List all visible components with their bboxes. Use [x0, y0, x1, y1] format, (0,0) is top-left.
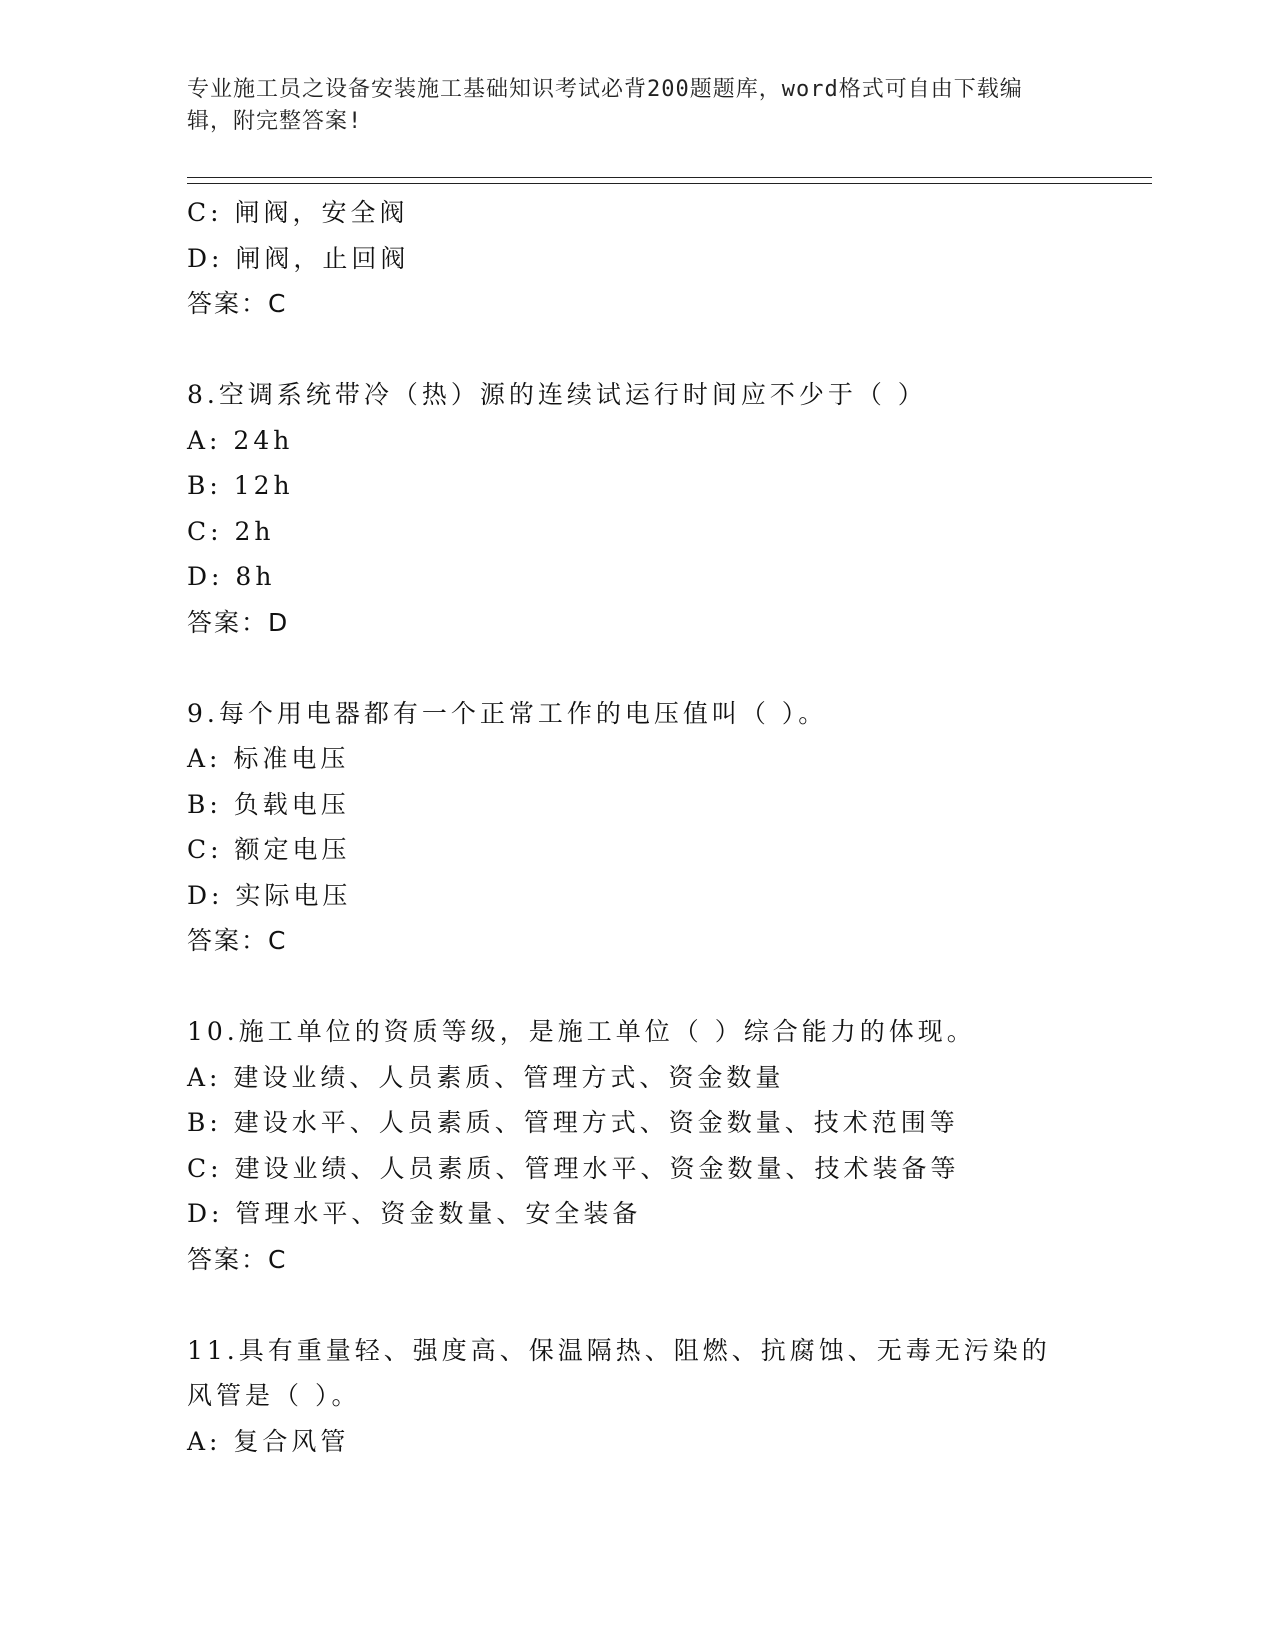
- question-block-8: [187, 372, 1087, 645]
- question-block-11: [187, 1328, 1087, 1465]
- answer-text: 答案：D: [187, 607, 290, 637]
- option-d: D: 闸阀，止回阀: [187, 243, 410, 273]
- question-text: 10.施工单位的资质等级，是施工单位（ ）综合能力的体现。: [187, 1017, 976, 1046]
- option-d: D: 管理水平、资金数量、安全装备: [187, 1199, 642, 1228]
- option-b: B: 建设水平、人员素质、管理方式、资金数量、技术范围等: [187, 1108, 959, 1137]
- question-text: 8.空调系统带冷（热）源的连续试运行时间应不少于（ ）: [187, 380, 927, 409]
- option-c: C: 2h: [187, 516, 275, 546]
- option-b: B: 12h: [187, 471, 294, 500]
- question-block-7: [187, 190, 1087, 327]
- option-c: C: 闸阀，安全阀: [187, 198, 409, 227]
- option-d: D: 8h: [187, 562, 276, 591]
- option-c: C: 额定电压: [187, 835, 351, 864]
- header-divider-top: [187, 177, 1152, 178]
- option-a: A: 24h: [187, 425, 294, 455]
- question-block-9: [187, 691, 1087, 964]
- option-a: A: 建设业绩、人员素质、管理方式、资金数量: [187, 1062, 785, 1092]
- option-a: A: 复合风管: [187, 1426, 350, 1456]
- question-text: 11.具有重量轻、强度高、保温隔热、阻燃、抗腐蚀、无毒无污染的风管是（ ）。: [187, 1335, 1051, 1410]
- answer-text: 答案：C: [187, 289, 288, 318]
- option-d: D: 实际电压: [187, 880, 352, 910]
- question-block-10: [187, 1009, 1087, 1282]
- option-b: B: 负载电压: [187, 789, 350, 819]
- answer-text: 答案：C: [187, 926, 288, 955]
- question-text: 9.每个用电器都有一个正常工作的电压值叫（ ）。: [187, 698, 828, 728]
- header-divider-bottom: [187, 183, 1152, 184]
- document-header: 专业施工员之设备安装施工基础知识考试必背200题题库，word格式可自由下载编辑，附完整答案!: [187, 77, 1023, 134]
- answer-text: 答案：C: [187, 1244, 288, 1274]
- option-a: A: 标准电压: [187, 744, 350, 773]
- option-c: C: 建设业绩、人员素质、管理水平、资金数量、技术装备等: [187, 1153, 960, 1183]
- question-list: [187, 190, 1087, 1464]
